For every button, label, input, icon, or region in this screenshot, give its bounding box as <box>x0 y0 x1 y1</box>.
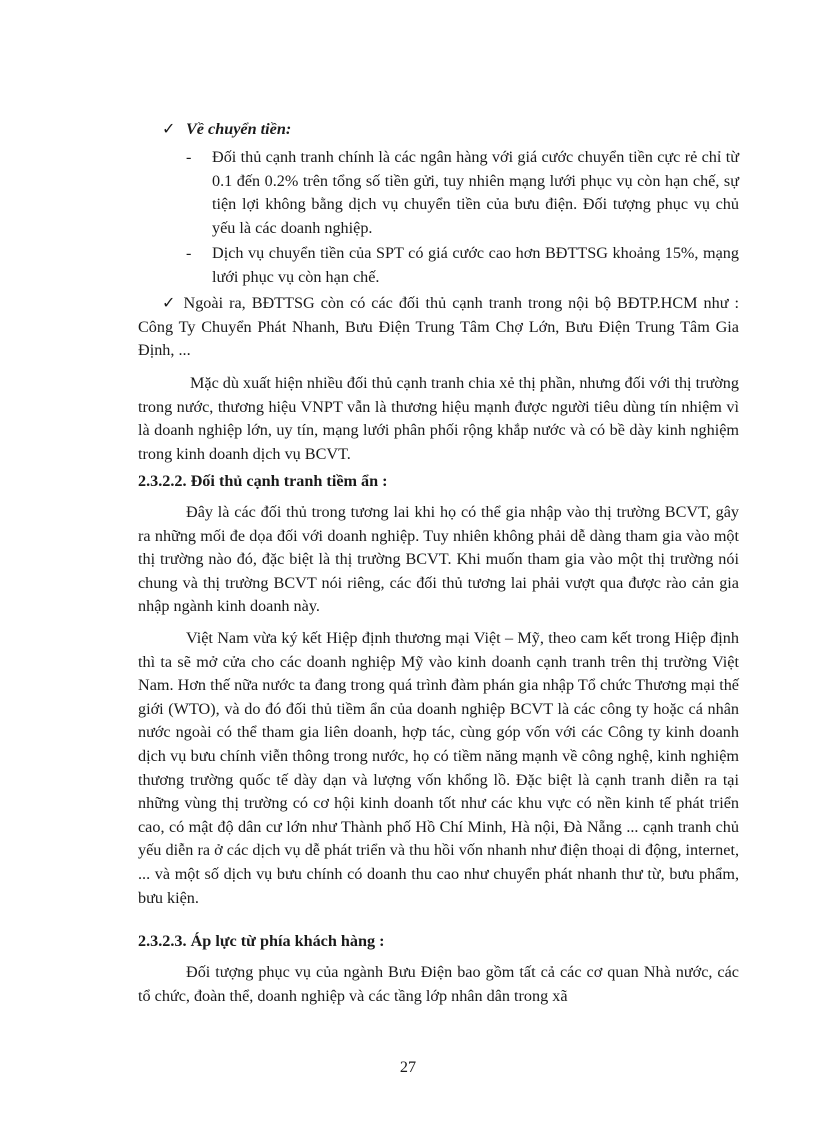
section-heading-2322: 2.3.2.2. Đối thủ cạnh tranh tiềm ẩn : <box>138 472 388 490</box>
section-heading-2323: 2.3.2.3. Áp lực từ phía khách hàng : <box>138 932 385 950</box>
body-paragraph: Việt Nam vừa ký kết Hiệp định thương mại Việt – Mỹ, theo cam kết trong Hiệp định thì ta sẽ mở cửa cho các doanh nghiệp Mỹ vào kinh doanh cạnh tranh trên thị trường Việt Nam. Hơn thế nữa nước ta đang trong quá trình đàm phán gia nhập Tổ chức Thương mại thế giới (WTO), và do đó đối thủ tiềm ẩn của doanh nghiệp BCVT là các công ty hoặc cá nhân nước ngoài có thể tham gia liên doanh, hợp tác, cùng góp vốn với các Công ty kinh doanh dịch vụ bưu chính viễn thông trong nước, họ có tiềm năng mạnh về công nghệ, kinh nghiệm thương trường quốc tế dày dạn và lượng vốn khổng lồ. Đặc biệt là cạnh tranh diễn ra tại những vùng thị trường có cơ hội kinh doanh tốt như các khu vực có nền kinh tế phát triển cao, có mật độ dân cư lớn như Thành phố Hồ Chí Minh, Hà nội, Đà Nẵng ... cạnh tranh chủ yếu diễn ra ở các dịch vụ dễ phát triển và thu hồi vốn nhanh như điện thoại di động, internet, ... và một số dịch vụ bưu chính có doanh thu cao như chuyển phát nhanh thư từ, bưu phẩm, bưu kiện. <box>138 629 739 907</box>
list-item <box>186 146 739 240</box>
sub-section-heading-text: Về chuyển tiền: <box>186 120 292 138</box>
check-icon: ✓ <box>162 120 176 138</box>
list-item-text: Dịch vụ chuyển tiền của SPT có giá cước cao hơn BĐTTSG khoảng 15%, mạng lưới phục vụ còn hạn chế. <box>212 244 739 286</box>
list-item <box>186 242 739 289</box>
check-icon: ✓ <box>162 294 178 312</box>
list-item-text: Đối thủ cạnh tranh chính là các ngân hàng với giá cước chuyển tiền cực rẻ chỉ từ 0.1 đến 0.2% trên tổng số tiền gửi, tuy nhiên mạng lưới phục vụ còn hạn chế, sự tiện lợi không bằng dịch vụ chuyển tiền của bưu điện. Đối tượng phục vụ chủ yếu là các doanh nghiệp. <box>212 148 739 237</box>
other-competitors-paragraph <box>138 292 739 363</box>
page-number: 27 <box>399 1058 417 1076</box>
sub-section-heading <box>162 118 291 142</box>
dash-bullet: - <box>186 148 192 166</box>
summary-paragraph: Mặc dù xuất hiện nhiều đối thủ cạnh tranh chia xẻ thị phần, nhưng đối với thị trường trong nước, thương hiệu VNPT vẫn là thương hiệu mạnh được người tiêu dùng tín nhiệm vì là doanh nghiệp lớn, uy tín, mạng lưới phân phối rộng khắp nước và có bề dày kinh nghiệm trong kinh doanh dịch vụ BCVT. <box>138 374 739 463</box>
body-paragraph: Đây là các đối thủ trong tương lai khi họ có thể gia nhập vào thị trường BCVT, gây ra những mối đe dọa đối với doanh nghiệp. Tuy nhiên không phải dễ dàng tham gia vào một thị trường nào đó, đặc biệt là thị trường BCVT. Khi muốn tham gia vào một thị trường nói chung và thị trường BCVT nói riêng, các đối thủ tương lai phải vượt qua được rào cản gia nhập ngành kinh doanh này. <box>138 503 739 616</box>
body-paragraph: Đối tượng phục vụ của ngành Bưu Điện bao gồm tất cả các cơ quan Nhà nước, các tổ chức, đoàn thể, doanh nghiệp và các tầng lớp nhân dân trong xã <box>138 963 739 1005</box>
other-competitors-text: Ngoài ra, BĐTTSG còn có các đối thủ cạnh tranh trong nội bộ BĐTP.HCM như : Công Ty Chuyển Phát Nhanh, Bưu Điện Trung Tâm Chợ Lớn, Bưu Điện Trung Tâm Gia Định, ... <box>138 294 739 360</box>
dash-bullet: - <box>186 244 192 262</box>
